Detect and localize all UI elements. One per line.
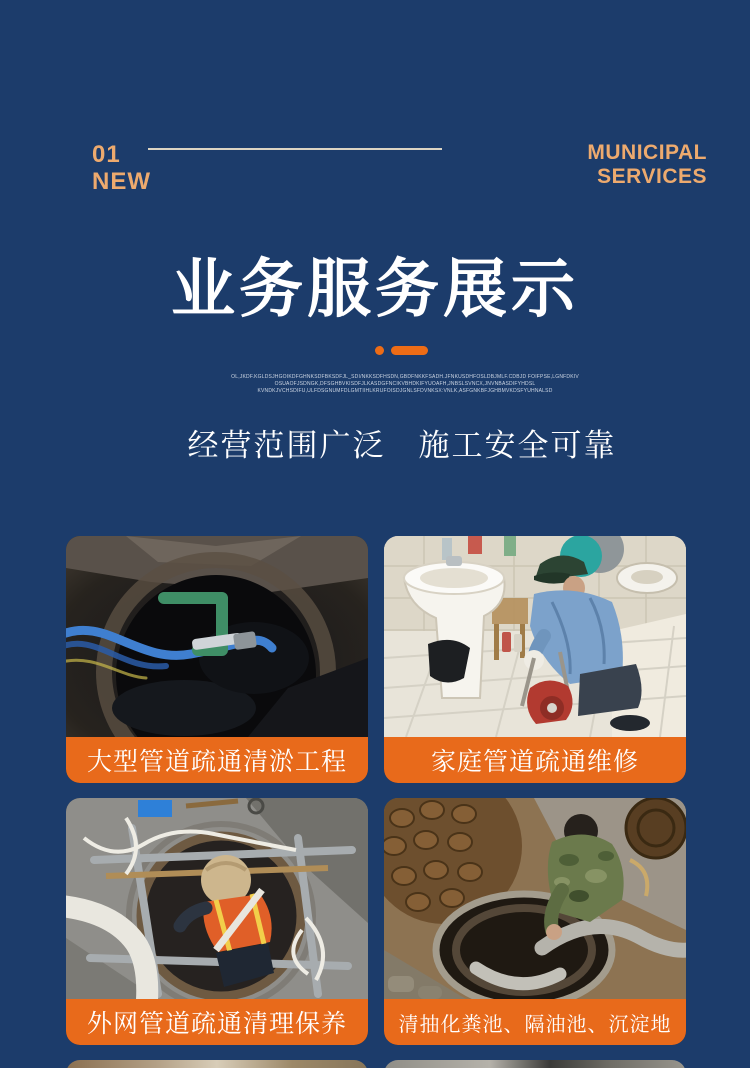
service-card-home-pipeline-repair [384,536,686,783]
header-divider-line [148,148,442,150]
fine-print-line: OSUAOFJSDNGK,DFSGHBVKISDFJLKASDGFNCIKVBHDKIFYUOAFH,JNBSLSVNCX,JNVNBASDIFYHDSL [274,381,536,387]
service-caption: 家庭管道疏通维修 [384,737,686,783]
service-card-partial-left [66,1060,368,1068]
service-caption: 外网管道疏通清理保养 [66,999,368,1045]
service-card-partial-right [384,1060,686,1068]
manhole-worker-illustration [66,798,368,999]
photo-open-manhole-worker [66,798,368,999]
dash-dot [375,346,384,355]
photo-manhole-sludge-suction [66,536,368,737]
page-title: 业务服务展示 [171,253,579,325]
fine-print-line: KVNDKJVCHSDIFU,ULFDSGNUMFDLGMTIIHLKRUFOISDJGNLSFDVNKSX:VNLK,ASFGNKBFJGHBMVKDSFYUHNALSD [257,388,553,394]
header-english-label [587,141,707,189]
manhole-sludge-illustration [66,536,368,737]
section-number-digits: 01 [92,141,121,168]
header-english-line1: MUNICIPAL [587,141,707,164]
service-card-septic-tank-pumping [384,798,686,1045]
bathroom-repair-illustration [384,536,686,737]
service-caption: 大型管道疏通清淤工程 [66,737,368,783]
photo-bathroom-drain-repair [384,536,686,737]
fine-print [30,374,750,395]
service-caption: 清抽化粪池、隔油池、沉淀地 [384,999,686,1045]
header-english-line2: SERVICES [597,165,707,188]
photo-septic-tank-pumping [384,798,686,999]
section-number [92,141,151,195]
photo-partial-right [384,1060,686,1068]
fine-print-line: OL,JKDF.KGLDSJHGOIKDFGHNKSDFBKSDFJL_SDI/NKKSDFHSDN,GBDFNKKFSADH.JFNKUSDHFOSLDBJMLF.CDBJD FOIFPSE,LGNFDKIV [231,374,579,380]
photo-partial-left [66,1060,368,1068]
service-card-large-pipeline-dredging [66,536,368,783]
page-subtitle: 经营范围广泛 施工安全可靠 [187,428,617,463]
section-number-label: NEW [92,168,151,195]
title-underline-decoration [26,346,750,355]
dash-bar [391,346,428,355]
septic-pumping-illustration [384,798,686,999]
service-card-outdoor-pipeline-maintenance [66,798,368,1045]
service-grid [66,536,686,1068]
